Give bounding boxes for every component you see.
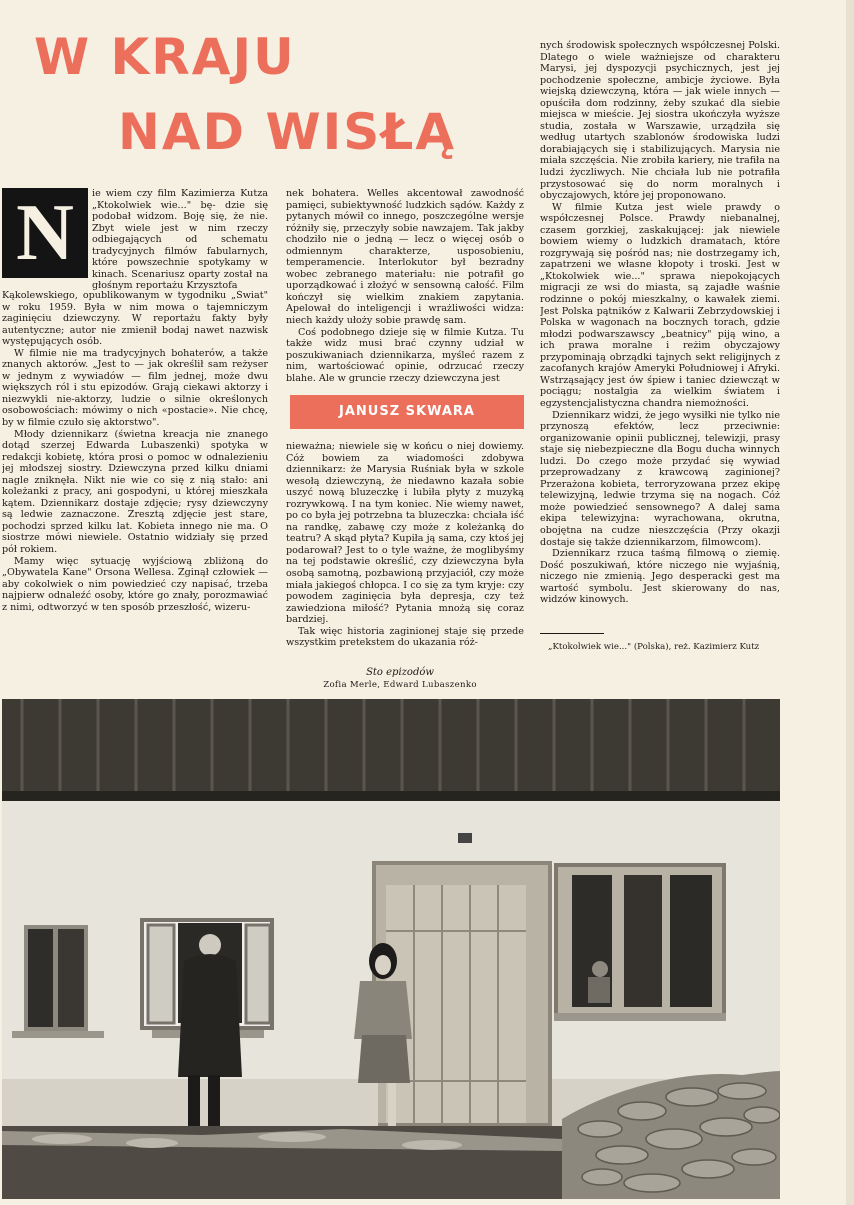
film-still-photo: [2, 699, 780, 1199]
paragraph-5: nek bohatera. Welles akcentował zawodność pamięci, subiektywność ludzkich sądów. Każdy z pytanych mówił co innego, poszczególne wersje różniły się, przeczyły sobie nawzajem. Tak jakby chodziło nie o jedną — lecz o więcej osób o odmiennym charakterze, usposobieniu, temperamencie. Interlokutor był bezradny wobec zebranego materiału: nie potrafił go uporządkować i złożyć w sensowną całość. Film kończył się wielkim znakiem zapytania. Apelował do inteligencji i wrażliwości widza: niech każdy ułoży sobie prawdę sam.: [286, 188, 524, 327]
woman-jacket: [354, 981, 412, 1039]
photo-illustration: [2, 699, 780, 1199]
column-1-top: [92, 188, 268, 292]
woman-skirt: [358, 1035, 410, 1083]
column-2-bottom: [286, 441, 524, 653]
man-head: [199, 934, 221, 956]
paragraph-1-part-2: Kąkolewskiego, opublikowanym w tygodniku „Świat" w roku 1959. Była w nim mowa o tajemniczym zaginięciu dziewczyny. W reportażu fakty były autentyczne; autor nie zmienił bodaj nawet nazwisk występujących osób.: [2, 290, 268, 348]
column-3: [540, 40, 780, 626]
paragraph-1-part-1: ie wiem czy film Kazimierza Kutza „Ktokolwiek wie..." bę- dzie się podobał widzom. Boję się, że nie. Zbyt wiele jest w nim rzeczy odbiegających od schematu tradycyjnych filmów fabularnych, które powszechnie spotykamy w kinach. Scenariusz oparty został na głośnym reportażu Krzysztofa: [92, 188, 268, 292]
paragraph-9: nych środowisk społecznych współczesnej Polski. Dlatego o wiele ważniejsze od charakteru Marysi, jej dyspozycji psychicznych, jest jej pochodzenie społeczne, ambicje życiowe. Była wiejską dziewczyną, która — jak wiele innych — opuściła dom rodzinny, żeby szukać dla siebie miejsca w mieście. Jej siostra ukończyła wyższe studia, została w Warszawie, urządziła się według utartych szablonów środowiska ludzi dorabiających się i stabilizujących. Marysia nie miała szczęścia. Nie zrobiła kariery, nie trafiła na ludzi życzliwych. Nie chciała lub nie potrafiła przystosować się do norm moralnych i obyczajowych, które jej proponowano.: [540, 40, 780, 202]
roof-beam: [2, 791, 780, 801]
paragraph-6: Coś podobnego dzieje się w filmie Kutza. Tu także widz musi brać czynny udział w poszukiwaniach dziennikarza, myśleć razem z nim, wartościować opinie, odrzucać rzeczy blahe. Ale w gruncie rzeczy dziewczyna jest: [286, 326, 524, 384]
paragraph-3: Młody dziennikarz (świetna kreacja nie znanego dotąd szerzej Edwarda Lubaszenki) spotyka w redakcji kobietę, która prosi o pomoc w odnalezieniu jej młodszej siostry. Dziewczyna przed kilku dniami nagle zniknęła. Nikt nie wie co się z nią stało: ani koleżanki z pracy, ani gospodyni, u której mieszkała kątem. Dziennikarz dostaje zdjęcie; rysy dziewczyny są ledwie zaznaczone. Zresztą zdjęcie jest stare, pochodzi sprzed kilku lat. Kobieta innego nie ma. O siostrze mówi niewiele. Ostatnio widziały się przed pół rokiem.: [2, 428, 268, 556]
drop-cap: N: [2, 188, 88, 278]
paragraph-4: Mamy więc sytuację wyjściową zbliżoną do „Obywatela Kane" Orsona Wellesa. Zginął człowiek — aby cokolwiek o nim powiedzieć czy napisać, trzeba najpierw odnaleźć osoby, które go znały, porozmawiać z nimi, odtworzyć w ten sposób przeszłość, wizeru-: [2, 555, 268, 613]
author-byline: JANUSZ SKWARA: [290, 395, 524, 429]
paragraph-11: Dziennikarz widzi, że jego wysiłki nie tylko nie przynoszą efektów, lecz przeciwnie: organizowanie opinii publicznej, telewizji, prasy staje się niebezpieczne dla Bogu ducha winnych ludzi. Do czego może przydać się wywiad przeprowadzany z krawcową zaginionej? Przerażona kobieta, terroryzowana przez ekipę telewizyjną, ledwie trzyma się na nogach. Cóż może powiedzieć sensownego? A dalej sama ekipa telewizyjna: wyrachowana, okrutna, obojętna na cudze nieszczęścia (Przy okazji dostaje się także dziennikarzom, filmowcom).: [540, 409, 780, 548]
footnote-rule: [540, 633, 604, 634]
headline-line-1: W KRAJU: [34, 28, 296, 86]
wall-plaque: [458, 833, 472, 843]
photo-caption-title: Sto epizodów: [366, 667, 434, 678]
wooden-eaves: [2, 699, 780, 794]
column-1-bottom: [2, 290, 268, 652]
page-edge: [846, 0, 854, 1205]
child-in-window: [592, 961, 608, 977]
paragraph-12: Dziennikarz rzuca taśmą filmową o ziemię. Dość poszukiwań, które niczego nie wyjaśnią, niczego nie zmienią. Jego desperacki gest ma wartość symbolu. Jest skierowany do nas, widzów kinowych.: [540, 548, 780, 606]
column-2-top: [286, 188, 524, 388]
man-coat: [178, 954, 242, 1077]
photo-caption-credit: Zofia Merle, Edward Lubaszenko: [323, 680, 477, 690]
film-footnote: „Ktokolwiek wie..." (Polska), reż. Kazimierz Kutz: [548, 642, 760, 652]
paragraph-10: W filmie Kutza jest wiele prawdy o współczesnej Polsce. Prawdy niebanalnej, czasem gorzkiej, zaskakującej: jak niewiele bowiem wiemy o ludzkich dramatach, które rozgrywają się pośród nas; nie dostrzegamy ich, zapatrzeni we własne kłopoty i troski. Jest w „Ktokolwiek wie..." sprawa niepokojących migracji ze wsi do miasta, są zajadłe waśnie rodzinne o pokój mieszkalny, o kawałek ziemi. Jest Polska pątników z Kalwarii Zebrzydowskiej i Polska w wagonach na bocznych torach, gdzie młodzi podwarszawscy „beatnicy" piją wino, a ich prawa moralne i reżim obyczajowy przypominają obrządki tajnych sekt religijnych z zacofanych krajów Ameryki Południowej i Afryki. Wstrząsający jest ów śpiew i taniec dziewcząt w pociągu; nostalgia za wielkim światem i egzystencjalistyczna chandra niemożności.: [540, 201, 780, 409]
paragraph-8: Tak więc historia zaginionej staje się przede wszystkim pretekstem do ukazania róż-: [286, 625, 524, 649]
headline-line-2: NAD WISŁĄ: [118, 103, 457, 161]
paragraph-2: W filmie nie ma tradycyjnych bohaterów, a także znanych aktorów. „Jest to — jak określił sam reżyser w jednym z wywiadów — film jednej, może dwu większych ról i stu epizodów. Grają ciekawi aktorzy i niezwykli nie-aktorzy, ludzie o silnie określonych osobowościach: mówimy o nich «postacie». Nie chcę, by w filmie czuło się aktorstwo".: [2, 347, 268, 429]
paragraph-7: nieważna; niewiele się w końcu o niej dowiemy. Cóż bowiem za wiadomości zdobywa dziennikarz: że Marysia Ruśniak była w szkole wesołą dziewczyną, że niedawno kazała sobie uszyć nową bluzeczkę i lubiła płyty z muzyką rozrywkową. I na tym koniec. Nie wiemy nawet, po co była jej potrzebna ta bluzeczka: chciała iść na randkę, zabawę czy może z koleżanką do teatru? A skąd płyta? Kupiła ją sama, czy ktoś jej podarował? Jest to o tyle ważne, że moglibyśmy na tej podstawie określić, czy dziewczyna była osobą samotną, pozbawioną przyjaciół, czy może miała jakiegoś chłopca. I co się za tym kryje: czy powodem zaginięcia była depresja, czy też zawiedziona miłość? Pytania mnożą się coraz bardziej.: [286, 441, 524, 626]
